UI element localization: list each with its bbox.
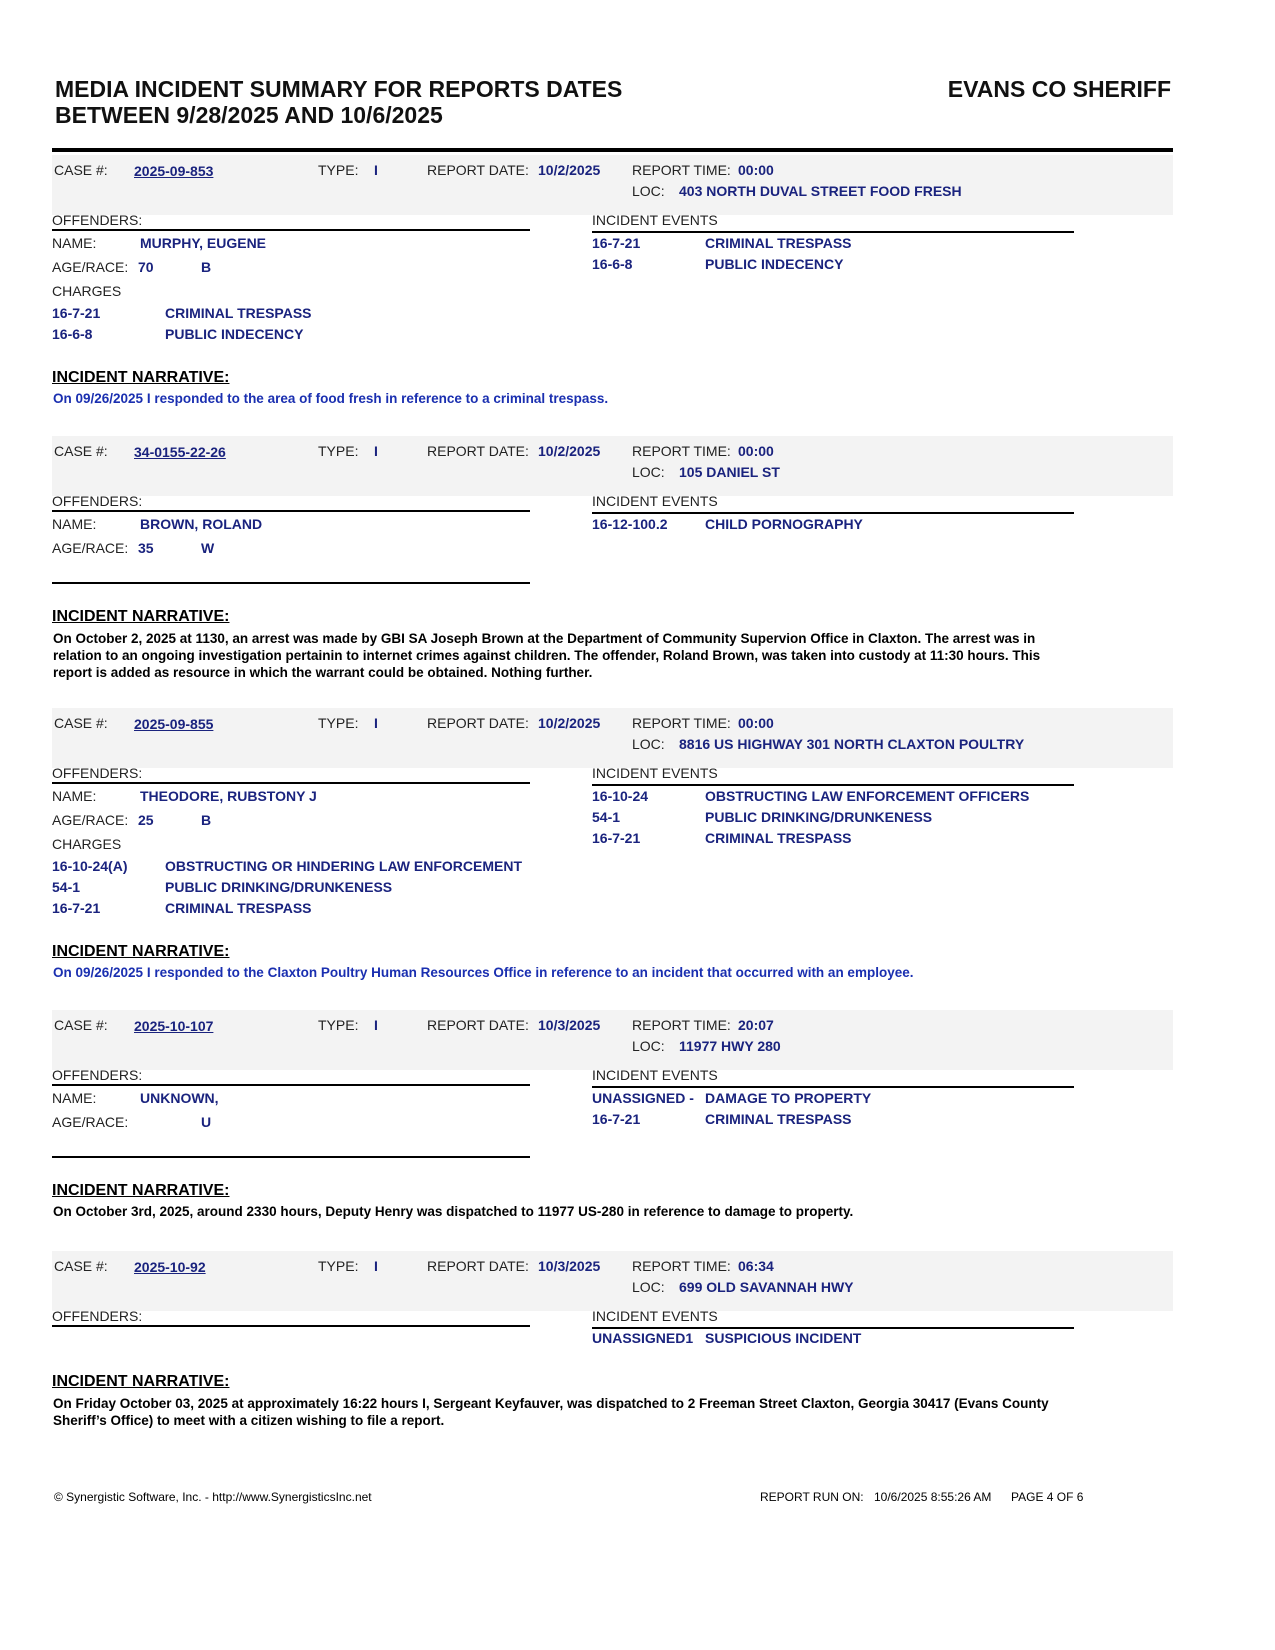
- report-time-label: REPORT TIME:: [632, 715, 731, 731]
- event-code: 54-1: [592, 809, 621, 825]
- report-time-value: 06:34: [738, 1258, 774, 1274]
- case-header-band: [52, 1010, 1173, 1070]
- narrative-heading: INCIDENT NARRATIVE:: [52, 608, 230, 625]
- report-date-value: 10/3/2025: [538, 1017, 601, 1033]
- narrative-line: On 09/26/2025 I responded to the Claxton Poultry Human Resources Office in reference to an incident that occurred with an employee.: [53, 965, 914, 980]
- report-date-value: 10/3/2025: [538, 1258, 601, 1274]
- type-value: I: [374, 443, 378, 459]
- offender-age: 25: [138, 812, 154, 828]
- offender-name: UNKNOWN,: [140, 1090, 219, 1106]
- loc-label: LOC:: [632, 1038, 665, 1054]
- report-date-label: REPORT DATE:: [427, 1258, 529, 1274]
- offenders-label: OFFENDERS:: [52, 493, 143, 509]
- case-header-band: [52, 155, 1173, 215]
- narrative-heading: INCIDENT NARRATIVE:: [52, 369, 230, 386]
- case-label: CASE #:: [54, 1017, 108, 1033]
- case-label: CASE #:: [54, 162, 108, 178]
- offenders-rule: [52, 782, 530, 784]
- event-desc: PUBLIC INDECENCY: [705, 256, 844, 272]
- narrative-text: [53, 1395, 1123, 1429]
- charge-desc: CRIMINAL TRESPASS: [165, 305, 312, 321]
- report-title: [55, 76, 675, 128]
- header-divider: [52, 148, 1173, 152]
- type-label: TYPE:: [318, 443, 359, 459]
- charge-code: 54-1: [52, 879, 81, 895]
- incident-events-label: INCIDENT EVENTS: [592, 1067, 718, 1083]
- type-value: I: [374, 1017, 378, 1033]
- report-date-label: REPORT DATE:: [427, 715, 529, 731]
- events-rule: [592, 1086, 1074, 1088]
- event-desc: CRIMINAL TRESPASS: [705, 830, 852, 846]
- event-desc: SUSPICIOUS INCIDENT: [705, 1330, 862, 1346]
- type-label: TYPE:: [318, 162, 359, 178]
- narrative-line: report is added as resource in which the warrant could be obtained. Nothing further.: [53, 665, 593, 680]
- narrative-heading: INCIDENT NARRATIVE:: [52, 1373, 230, 1390]
- event-code: 16-7-21: [592, 1111, 641, 1127]
- type-value: I: [374, 1258, 378, 1274]
- charge-code: 16-6-8: [52, 326, 93, 342]
- case-number-link[interactable]: 2025-10-92: [134, 1259, 206, 1275]
- event-code: UNASSIGNED1: [592, 1330, 694, 1346]
- event-desc: PUBLIC DRINKING/DRUNKENESS: [705, 809, 933, 825]
- offenders-label: OFFENDERS:: [52, 1308, 143, 1324]
- events-rule: [592, 512, 1074, 514]
- name-label: NAME:: [52, 1090, 97, 1106]
- case-header-band: [52, 1251, 1173, 1311]
- type-value: I: [374, 162, 378, 178]
- agency-name: EVANS CO SHERIFF: [947, 76, 1171, 102]
- event-code: 16-7-21: [592, 235, 641, 251]
- age-race-label: AGE/RACE:: [52, 1114, 129, 1130]
- offender-end-rule: [52, 1156, 530, 1158]
- loc-value: 105 DANIEL ST: [679, 464, 780, 480]
- report-date-value: 10/2/2025: [538, 162, 601, 178]
- loc-label: LOC:: [632, 183, 665, 199]
- footer-run-on: 10/6/2025 8:55:26 AM: [874, 1490, 992, 1504]
- offenders-label: OFFENDERS:: [52, 1067, 143, 1083]
- incident-events-label: INCIDENT EVENTS: [592, 493, 718, 509]
- loc-label: LOC:: [632, 464, 665, 480]
- type-label: TYPE:: [318, 715, 359, 731]
- offender-race: B: [201, 259, 212, 275]
- report-date-label: REPORT DATE:: [427, 1017, 529, 1033]
- loc-value: 8816 US HIGHWAY 301 NORTH CLAXTON POULTRY: [679, 736, 1025, 752]
- type-label: TYPE:: [318, 1017, 359, 1033]
- report-title-line1: MEDIA INCIDENT SUMMARY FOR REPORTS DATES: [55, 76, 623, 102]
- narrative-text: [53, 630, 1123, 681]
- offender-name: THEODORE, RUBSTONY J: [140, 788, 317, 804]
- case-number-link[interactable]: 2025-09-855: [134, 716, 214, 732]
- loc-value: 11977 HWY 280: [679, 1038, 781, 1054]
- charge-code: 16-7-21: [52, 305, 101, 321]
- loc-value: 699 OLD SAVANNAH HWY: [679, 1279, 854, 1295]
- charge-desc: CRIMINAL TRESPASS: [165, 900, 312, 916]
- event-desc: OBSTRUCTING LAW ENFORCEMENT OFFICERS: [705, 788, 1030, 804]
- narrative-line: Sheriff’s Office) to meet with a citizen wishing to file a report.: [53, 1413, 445, 1428]
- report-time-label: REPORT TIME:: [632, 1258, 731, 1274]
- loc-value: 403 NORTH DUVAL STREET FOOD FRESH: [679, 183, 962, 199]
- case-label: CASE #:: [54, 715, 108, 731]
- charge-code: 16-7-21: [52, 900, 101, 916]
- offender-end-rule: [52, 582, 530, 584]
- charge-desc: PUBLIC INDECENCY: [165, 326, 304, 342]
- report-date-value: 10/2/2025: [538, 715, 601, 731]
- charge-desc: PUBLIC DRINKING/DRUNKENESS: [165, 879, 393, 895]
- report-title-line2: BETWEEN 9/28/2025 AND 10/6/2025: [55, 102, 443, 128]
- footer-copyright: © Synergistic Software, Inc. - http://www.SynergisticsInc.net: [54, 1490, 372, 1504]
- case-number-link[interactable]: 34-0155-22-26: [134, 444, 226, 460]
- charge-desc: OBSTRUCTING OR HINDERING LAW ENFORCEMENT: [165, 858, 522, 874]
- case-number-link[interactable]: 2025-10-107: [134, 1018, 214, 1034]
- offender-age: 35: [138, 540, 154, 556]
- loc-label: LOC:: [632, 736, 665, 752]
- footer-page-number: PAGE 4 OF 6: [1011, 1490, 1084, 1504]
- case-label: CASE #:: [54, 443, 108, 459]
- narrative-text: [53, 1203, 1123, 1220]
- offenders-rule: [52, 1325, 530, 1327]
- type-label: TYPE:: [318, 1258, 359, 1274]
- report-time-value: 20:07: [738, 1017, 774, 1033]
- event-desc: CRIMINAL TRESPASS: [705, 1111, 852, 1127]
- name-label: NAME:: [52, 235, 97, 251]
- event-code: UNASSIGNED -: [592, 1090, 694, 1106]
- offenders-label: OFFENDERS:: [52, 212, 143, 228]
- offenders-rule: [52, 229, 530, 231]
- offenders-rule: [52, 1084, 530, 1086]
- report-date-value: 10/2/2025: [538, 443, 601, 459]
- report-date-label: REPORT DATE:: [427, 162, 529, 178]
- narrative-text: [53, 964, 1123, 981]
- charges-label: CHARGES: [52, 283, 122, 299]
- offender-race: U: [201, 1114, 212, 1130]
- narrative-line: On October 3rd, 2025, around 2330 hours, Deputy Henry was dispatched to 11977 US-280 in reference to damage to property.: [53, 1204, 854, 1219]
- incident-events-label: INCIDENT EVENTS: [592, 765, 718, 781]
- offender-name: MURPHY, EUGENE: [140, 235, 267, 251]
- offender-age: 70: [138, 259, 154, 275]
- event-desc: DAMAGE TO PROPERTY: [705, 1090, 872, 1106]
- report-date-label: REPORT DATE:: [427, 443, 529, 459]
- age-race-label: AGE/RACE:: [52, 812, 129, 828]
- offender-race: B: [201, 812, 212, 828]
- name-label: NAME:: [52, 516, 97, 532]
- offenders-rule: [52, 510, 530, 512]
- case-number-link[interactable]: 2025-09-853: [134, 163, 214, 179]
- event-code: 16-12-100.2: [592, 516, 668, 532]
- event-desc: CRIMINAL TRESPASS: [705, 235, 852, 251]
- narrative-text: [53, 390, 1113, 407]
- offender-race: W: [201, 540, 215, 556]
- narrative-line: On Friday October 03, 2025 at approximately 16:22 hours I, Sergeant Keyfauver, was dispatched to 2 Freeman Street Claxton, Georgia 30417 (Evans County: [53, 1396, 1049, 1411]
- report-time-value: 00:00: [738, 162, 774, 178]
- events-rule: [592, 1327, 1074, 1329]
- narrative-heading: INCIDENT NARRATIVE:: [52, 943, 230, 960]
- offender-name: BROWN, ROLAND: [140, 516, 263, 532]
- case-label: CASE #:: [54, 1258, 108, 1274]
- name-label: NAME:: [52, 788, 97, 804]
- events-rule: [592, 784, 1074, 786]
- age-race-label: AGE/RACE:: [52, 259, 129, 275]
- loc-label: LOC:: [632, 1279, 665, 1295]
- narrative-line: relation to an ongoing investigation pertainin to internet crimes against children. The offender, Roland Brown, was taken into custody at 11:30 hours. This: [53, 648, 1041, 663]
- event-code: 16-10-24: [592, 788, 649, 804]
- report-time-value: 00:00: [738, 443, 774, 459]
- type-value: I: [374, 715, 378, 731]
- event-desc: CHILD PORNOGRAPHY: [705, 516, 863, 532]
- event-code: 16-7-21: [592, 830, 641, 846]
- footer-run-label: REPORT RUN ON:: [760, 1490, 864, 1504]
- charge-code: 16-10-24(A): [52, 858, 128, 874]
- events-rule: [592, 231, 1074, 233]
- report-time-value: 00:00: [738, 715, 774, 731]
- report-time-label: REPORT TIME:: [632, 162, 731, 178]
- report-time-label: REPORT TIME:: [632, 1017, 731, 1033]
- incident-events-label: INCIDENT EVENTS: [592, 1308, 718, 1324]
- age-race-label: AGE/RACE:: [52, 540, 129, 556]
- narrative-line: On 09/26/2025 I responded to the area of food fresh in reference to a criminal trespass.: [53, 391, 609, 406]
- offenders-label: OFFENDERS:: [52, 765, 143, 781]
- incident-events-label: INCIDENT EVENTS: [592, 212, 718, 228]
- narrative-line: On October 2, 2025 at 1130, an arrest was made by GBI SA Joseph Brown at the Department of Community Supervion Office in Claxton. The arrest was in: [53, 631, 1036, 646]
- charges-label: CHARGES: [52, 836, 122, 852]
- narrative-heading: INCIDENT NARRATIVE:: [52, 1182, 230, 1199]
- report-time-label: REPORT TIME:: [632, 443, 731, 459]
- event-code: 16-6-8: [592, 256, 633, 272]
